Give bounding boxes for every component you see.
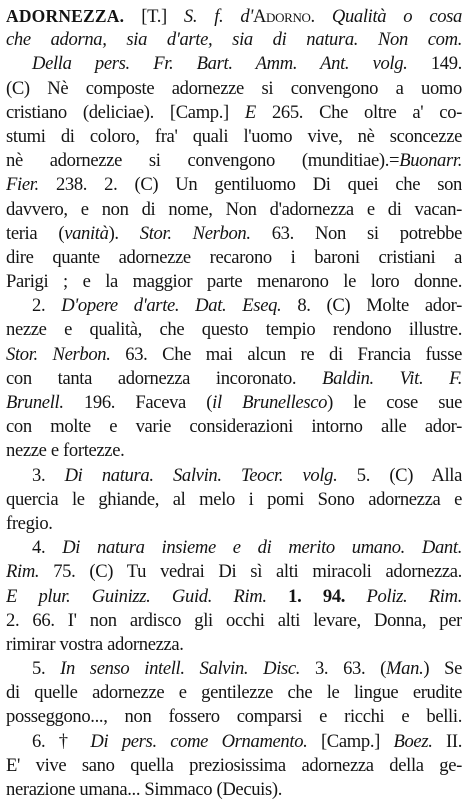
text-segment: il Brunellesco xyxy=(212,392,328,413)
dictionary-entry-adornezza xyxy=(6,4,462,802)
text-segment: posseggono..., non fossero comparsi e ricchi e belli. xyxy=(6,706,462,728)
text-segment: di quelle adornezze e gentilezze che le lingue erudite xyxy=(6,682,462,704)
text-segment: Man. xyxy=(386,658,424,680)
text-segment: 265. Che oltre a' co- xyxy=(255,101,462,123)
entry-line xyxy=(6,609,462,633)
text-segment: [Camp.] xyxy=(307,730,394,752)
text-segment: 6. † xyxy=(32,730,91,752)
text-segment: davvero, e non di nome, Non d'adornezza e di vacan- xyxy=(6,198,462,220)
entry-line xyxy=(6,778,462,802)
text-segment: E plur. Guinizz. Guid. Rim. xyxy=(6,585,267,607)
text-segment: ) le cose sue xyxy=(327,392,462,413)
text-segment: [T.] xyxy=(124,6,184,27)
entry-line xyxy=(6,52,462,76)
text-segment: stumi di coloro, fra' quali l'uomo vive, nè sconcezze xyxy=(6,125,462,147)
entry-line xyxy=(6,730,462,754)
text-segment: Poliz. Rim. xyxy=(366,585,462,607)
text-segment: (C) Nè composte adornezze si convengono a uomo xyxy=(6,77,462,99)
entry-line xyxy=(6,585,462,609)
text-segment: 196. Faceva ( xyxy=(63,392,213,413)
text-segment: 4. xyxy=(32,537,63,559)
entry-line xyxy=(6,246,462,270)
text-segment: quercia le ghiande, al melo i pomi Sono adornezza e xyxy=(6,488,462,510)
entry-line xyxy=(6,681,462,705)
text-segment: vanità xyxy=(64,222,109,244)
entry-line xyxy=(6,149,462,173)
text-segment: E' vive sano quella preziosissima adornezza della ge- xyxy=(6,754,462,776)
entry-line xyxy=(6,270,462,294)
entry-line xyxy=(6,198,462,222)
text-segment: 238. 2. (C) Un gentiluomo Di quei che son xyxy=(38,174,462,196)
headword: ADORNEZZA. xyxy=(6,6,125,26)
text-segment: II. xyxy=(432,730,462,752)
text-segment: che adorna, sia d'arte, sia di natura. Non com. xyxy=(6,29,462,51)
text-segment: Stor. Nerbon. xyxy=(6,343,111,365)
text-segment: ) Se xyxy=(423,658,462,680)
entry-line xyxy=(6,4,462,28)
entry-line xyxy=(6,222,462,246)
entry-line xyxy=(6,28,462,52)
entry-line xyxy=(6,560,462,584)
text-segment: Della pers. Fr. Bart. Amm. Ant. volg. xyxy=(32,53,408,75)
text-segment: S. f. d' xyxy=(183,6,253,27)
text-segment: 63. Che mai alcun re di Francia fusse xyxy=(110,343,462,365)
text-segment: 1. 94. xyxy=(266,585,367,607)
text-segment: Fier. xyxy=(6,174,39,196)
text-segment: ). xyxy=(108,222,140,244)
text-segment: Di natura. Salvin. Teocr. volg. xyxy=(64,464,338,486)
text-segment: E xyxy=(244,101,256,123)
text-segment: cristiano (deliciae). [Camp.] xyxy=(6,101,245,123)
text-segment: 3. 63. ( xyxy=(300,658,387,680)
text-segment: 3. xyxy=(32,464,65,486)
text-segment: 75. (C) Tu vedrai Di sì alti miracoli adornezza. xyxy=(39,561,462,583)
entry-line xyxy=(6,633,462,657)
text-segment: teria ( xyxy=(6,222,65,244)
text-segment: Baldin. Vit. F. xyxy=(322,367,462,389)
text-segment: 149. xyxy=(407,53,462,75)
entry-line xyxy=(6,705,462,729)
text-segment: Qualità o cosa xyxy=(331,6,462,27)
entry-line xyxy=(6,173,462,197)
text-segment: nerazione umana... Simmaco (Decuis). xyxy=(6,779,283,800)
text-segment: In senso intell. Salvin. Disc. xyxy=(60,658,301,680)
entry-line xyxy=(6,343,462,367)
text-segment: dire quante adornezze recarono i baroni cristiani a xyxy=(6,246,462,268)
text-segment: con tanta adornezza incoronato. xyxy=(6,367,323,389)
text-segment: nezze e qualità, che questo tempio rendono illustre. xyxy=(6,319,462,341)
entry-line xyxy=(6,536,462,560)
text-segment: Di natura insieme e di merito umano. Dant. xyxy=(62,537,462,559)
entry-line xyxy=(6,125,462,149)
entry-line xyxy=(6,488,462,512)
text-segment: 2. 66. I' non ardisco gli occhi alti levare, Donna, per xyxy=(6,609,462,631)
entry-line xyxy=(6,101,462,125)
text-segment: nè adornezze si convengono (munditiae).= xyxy=(6,150,400,172)
entry-line xyxy=(6,754,462,778)
text-segment: 5. (C) Alla xyxy=(337,464,462,486)
text-segment: Adorno xyxy=(252,6,311,27)
text-segment: Buonarr. xyxy=(399,150,462,172)
text-segment: 63. Non si potrebbe xyxy=(250,222,462,244)
text-segment: Di pers. come Ornamento. xyxy=(90,730,308,752)
text-segment: rimirar vostra adornezza. xyxy=(6,633,184,655)
entry-line xyxy=(6,77,462,101)
entry-line xyxy=(6,318,462,342)
text-segment: fregio. xyxy=(6,512,53,534)
text-segment: 8. (C) Molte ador- xyxy=(281,295,462,317)
entry-line xyxy=(6,464,462,488)
text-segment: nezze e fortezze. xyxy=(6,440,125,462)
entry-line xyxy=(6,657,462,681)
text-segment: Brunell. xyxy=(6,392,64,413)
text-segment: D'opere d'arte. Dat. Eseq. xyxy=(61,295,282,317)
text-segment: con molte e varie considerazioni intorno alle ador- xyxy=(6,416,462,438)
text-segment: 5. xyxy=(32,658,61,680)
text-segment: . xyxy=(310,6,332,27)
text-segment: Rim. xyxy=(6,561,40,583)
text-segment: 2. xyxy=(32,295,62,317)
text-segment: Parigi ; e la maggior parte menarono le loro donne. xyxy=(6,271,462,293)
entry-line xyxy=(6,415,462,439)
entry-line xyxy=(6,391,462,415)
text-segment: Stor. Nerbon. xyxy=(139,222,251,244)
entry-line xyxy=(6,367,462,391)
entry-line xyxy=(6,439,462,463)
entry-line xyxy=(6,512,462,536)
text-segment: Boez. xyxy=(393,730,433,752)
entry-line xyxy=(6,294,462,318)
